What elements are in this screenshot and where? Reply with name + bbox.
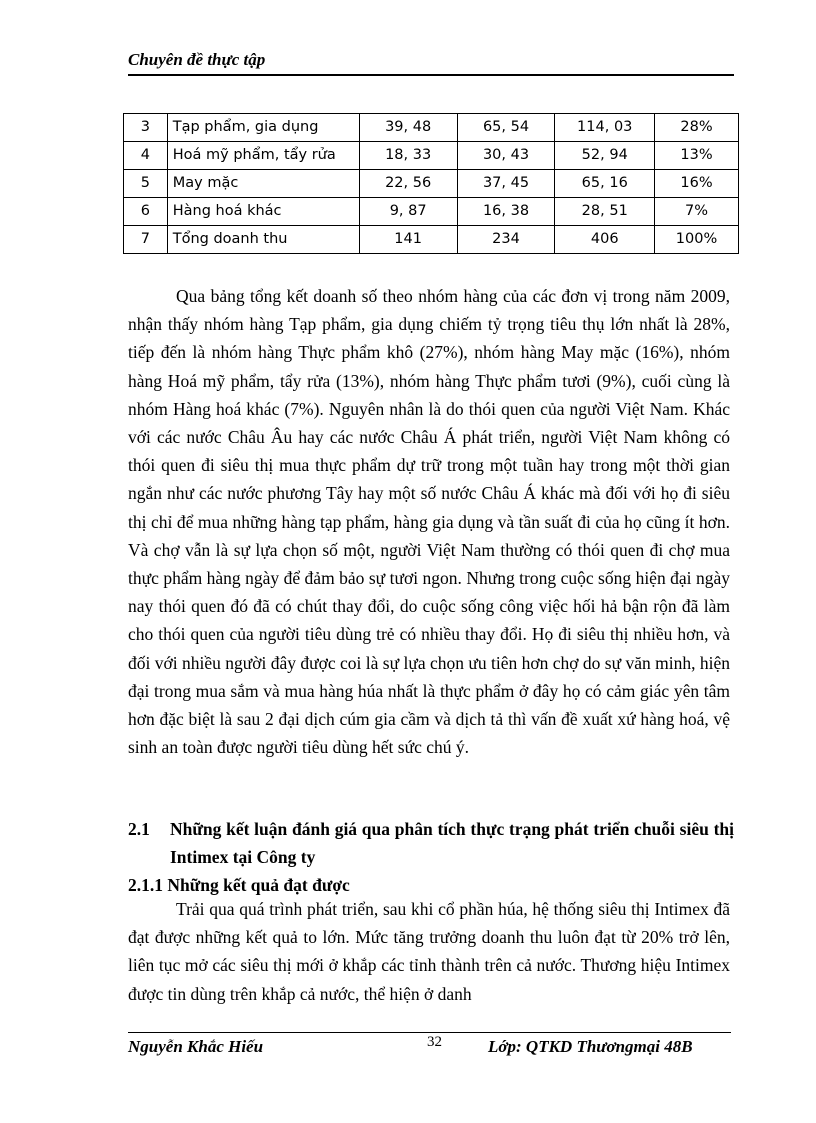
row-value-3: 52, 94 [555, 142, 655, 170]
row-number: 4 [124, 142, 168, 170]
table-row [124, 114, 739, 142]
row-percent: 7% [655, 198, 739, 226]
header-title: Chuyên đề thực tập [128, 50, 266, 69]
row-percent: 28% [655, 114, 739, 142]
footer-author: Nguyễn Khắc Hiếu [128, 1037, 264, 1056]
section-number: 2.1 [128, 819, 150, 839]
table-row [124, 198, 739, 226]
section-heading-2-1-1: 2.1.1 Những kết quả đạt được [128, 875, 350, 895]
body-paragraph-2 [128, 895, 730, 1008]
row-name: Hàng hoá khác [167, 198, 359, 226]
paragraph-1-text: Qua bảng tổng kết doanh số theo nhóm hàng của các đơn vị trong năm 2009, nhận thấy nhóm hàng Tạp phẩm, gia dụng chiếm tỷ trọng tiêu thụ lớn nhất là 28%, tiếp đến là nhóm hàng Thực phẩm khô (27%), nhóm hàng May mặc (16%), nhóm hàng Hoá mỹ phẩm, tẩy rửa (13%), nhóm hàng Thực phẩm tươi (9%), cuối cùng là nhóm Hàng hoá khác (7%). Nguyên nhân là do thói quen của người Việt Nam. Khác với các nước Châu Âu hay các nước Châu Á phát triển, người Việt Nam không có thói quen đi siêu thị mua thực phẩm dự trữ trong một tuần hay trong một thời gian ngắn như các nước phương Tây hay một số nước Châu Á khác mà đối với họ đi siêu thị chỉ để mua những hàng tạp phẩm, hàng gia dụng và tần suất đi của họ cũng ít hơn. Và chợ vẫn là sự lựa chọn số một, người Việt Nam thường có thói quen đi chợ mua thực phẩm hàng ngày để đảm bảo sự tươi ngon. Nhưng trong cuộc sống hiện đại ngày nay thói quen đó đã có chút thay đổi, do cuộc sống công việc hối hả bận rộn đã làm cho thói quen của người tiêu dùng trẻ có nhiều thay đổi. Họ đi siêu thị nhiều hơn, và đối với nhiều người đây được coi là sự lựa chọn ưu tiên hơn chợ do sự văn minh, hiện đại trong mua sắm và mua hàng húa nhất là thực phẩm ở đây họ có cảm giác yên tâm hơn đặc biệt là sau 2 đại dịch cúm gia cầm và dịch tả thì vấn đề xuất xứ hàng hoá, vệ sinh an toàn được người tiêu dùng hết sức chú ý. [128, 286, 730, 758]
row-value-1: 18, 33 [359, 142, 457, 170]
row-value-3: 28, 51 [555, 198, 655, 226]
row-value-3: 65, 16 [555, 170, 655, 198]
row-value-2: 37, 45 [457, 170, 555, 198]
paragraph-2-text: Trải qua quá trình phát triển, sau khi cổ phần húa, hệ thống siêu thị Intimex đã đạt được những kết quả to lớn. Mức tăng trưởng doanh thu luôn đạt từ 20% trở lên, liên tục mở các siêu thị mới ở khắp các tỉnh thành trên cả nước. Thương hiệu Intimex được tin dùng trên khắp cả nước, thể hiện ở danh [128, 899, 730, 1004]
body-paragraph-1 [128, 282, 730, 761]
row-value-2: 16, 38 [457, 198, 555, 226]
row-name: May mặc [167, 170, 359, 198]
row-value-3: 406 [555, 226, 655, 254]
table-row [124, 226, 739, 254]
row-number: 5 [124, 170, 168, 198]
row-name: Tạp phẩm, gia dụng [167, 114, 359, 142]
row-value-1: 22, 56 [359, 170, 457, 198]
row-name: Tổng doanh thu [167, 226, 359, 254]
row-value-1: 39, 48 [359, 114, 457, 142]
row-number: 6 [124, 198, 168, 226]
footer-divider [128, 1032, 731, 1033]
row-percent: 100% [655, 226, 739, 254]
row-number: 3 [124, 114, 168, 142]
row-percent: 13% [655, 142, 739, 170]
row-value-3: 114, 03 [555, 114, 655, 142]
row-value-2: 65, 54 [457, 114, 555, 142]
row-value-1: 141 [359, 226, 457, 254]
page-number: 32 [427, 1034, 442, 1050]
row-name: Hoá mỹ phẩm, tẩy rửa [167, 142, 359, 170]
row-value-2: 30, 43 [457, 142, 555, 170]
table-row [124, 142, 739, 170]
sales-table [123, 113, 739, 254]
row-percent: 16% [655, 170, 739, 198]
page-header [128, 50, 734, 76]
footer-class: Lớp: QTKD Thươngmại 48B [488, 1037, 693, 1056]
row-value-2: 234 [457, 226, 555, 254]
table-row [124, 170, 739, 198]
row-number: 7 [124, 226, 168, 254]
section-title: Những kết luận đánh giá qua phân tích thực trạng phát triển chuỗi siêu thị Intimex tại Công ty [170, 819, 734, 867]
row-value-1: 9, 87 [359, 198, 457, 226]
